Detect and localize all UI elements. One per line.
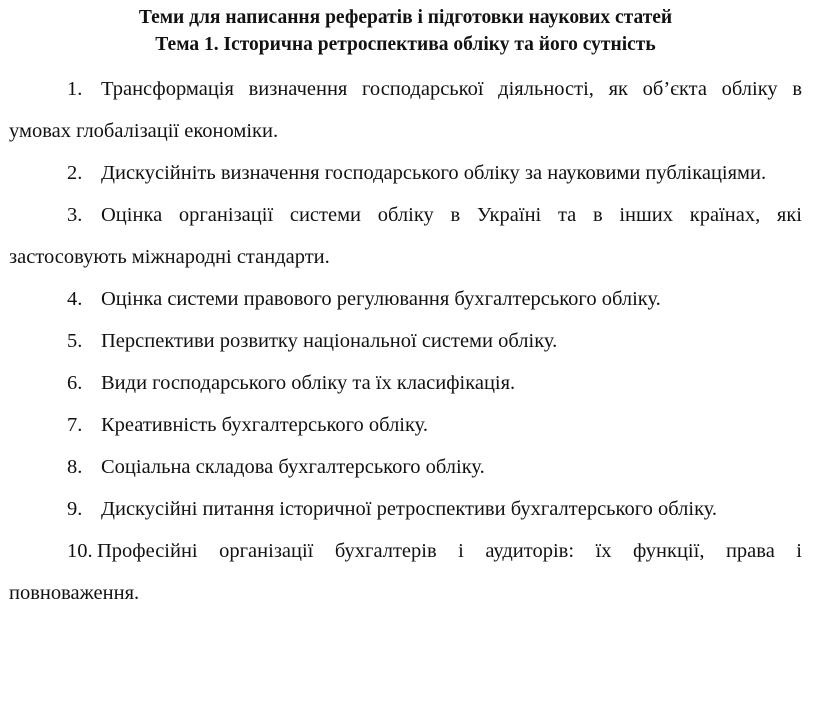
topic-title: Тема 1. Історична ретроспектива обліку та його сутність [155,34,656,55]
item-number: 7. [67,414,83,436]
item-text: Оцінка системи правового регулювання бухгалтерського обліку. [101,288,661,310]
document-title: Теми для написання рефератів і підготовки наукових статей [138,7,673,28]
item-text: Перспективи розвитку національної системи обліку. [101,330,558,352]
item-number: 4. [67,288,83,310]
item-number: 8. [67,456,83,478]
item-text: Дискусійніть визначення господарського обліку за науковими публікаціями. [101,162,767,184]
list-item [9,362,802,404]
item-text: Соціальна складова бухгалтерського обліку. [101,456,485,478]
topics-list [9,68,802,614]
list-item [9,446,802,488]
list-item [9,530,802,614]
item-number: 1. [67,78,83,100]
list-item [9,404,802,446]
item-text: Трансформація визначення господарської діяльності, як об’єкта обліку в умовах глобалізації економіки. [9,78,802,142]
item-text: Види господарського обліку та їх класифікація. [101,372,516,394]
item-number: 2. [67,162,83,184]
list-item [9,320,802,362]
item-number: 5. [67,330,83,352]
list-item [9,194,802,278]
item-text: Креативність бухгалтерського обліку. [101,414,428,436]
item-text: Оцінка організації системи обліку в Україні та в інших країнах, які застосовують міжнародні стандарти. [9,204,802,268]
item-text: Професійні організації бухгалтерів і аудиторів: їх функції, права і повноваження. [9,540,802,604]
item-text: Дискусійні питання історичної ретроспективи бухгалтерського обліку. [101,498,718,520]
list-item [9,278,802,320]
list-item [9,152,802,194]
item-number: 9. [67,498,83,520]
list-item [9,68,802,152]
list-item [9,488,802,530]
item-number: 3. [67,204,83,226]
item-number: 10. [67,540,93,562]
item-number: 6. [67,372,83,394]
